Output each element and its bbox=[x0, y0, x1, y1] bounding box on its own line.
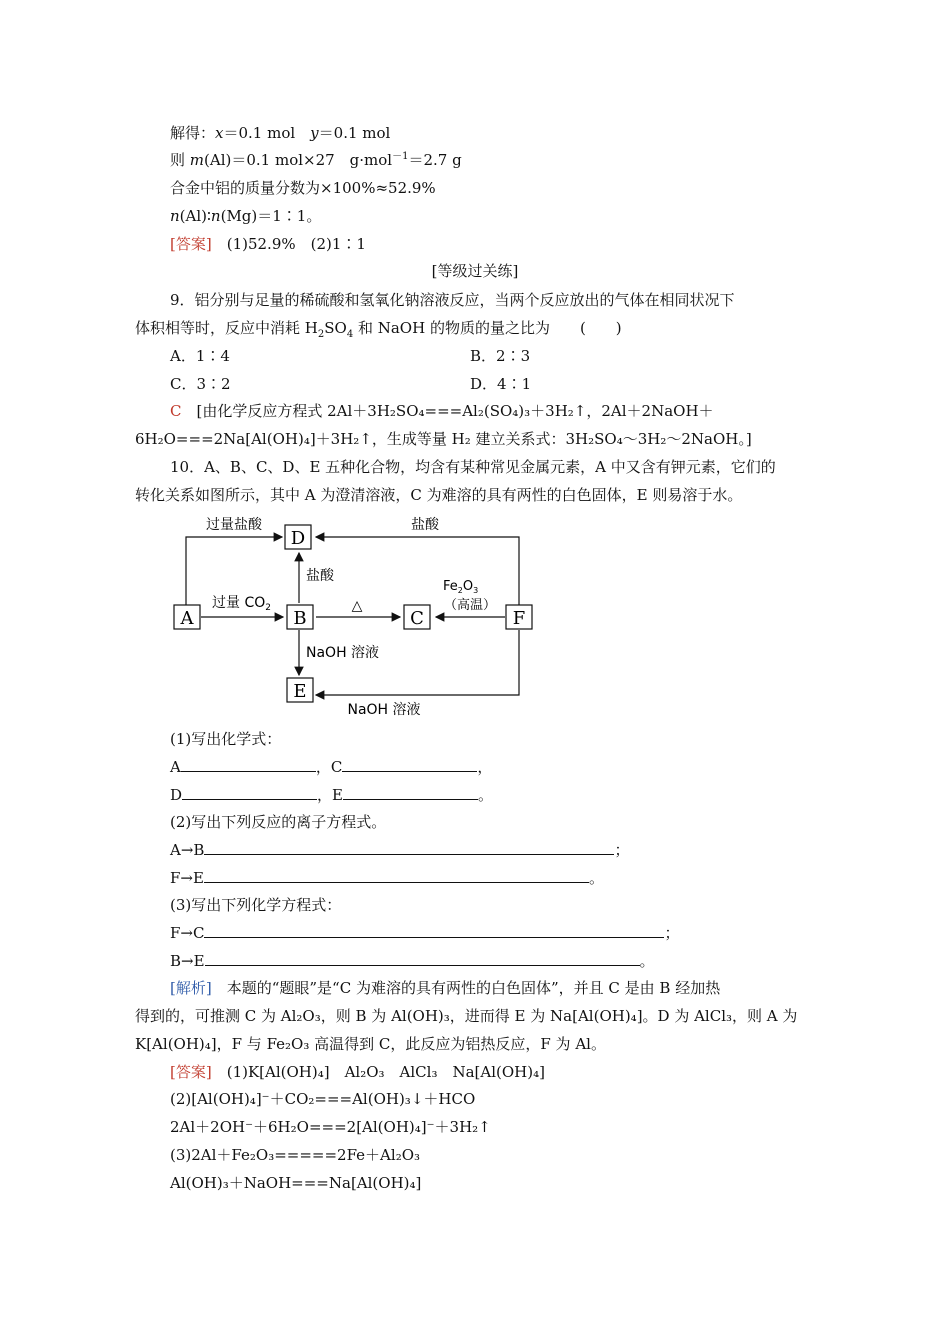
answer-blank-f-to-c[interactable] bbox=[204, 923, 664, 938]
q9-line-2: 体积相等时，反应中消耗 $H_2SO_4$ 和 NaOH 的物质的量之比为 ( ) bbox=[135, 319, 622, 340]
answer-label: [答案] bbox=[170, 235, 212, 253]
edge-b-e-label: NaOH 溶液 bbox=[306, 645, 380, 661]
q10-line-1: 10．A、B、C、D、E 五种化合物，均含有某种常见金属元素，A 中又含有钾元素，它们的 bbox=[170, 458, 776, 476]
q9-option-d: D．4∶1 bbox=[470, 375, 532, 393]
q10-part2-ab: A→B ； bbox=[170, 841, 630, 859]
q10-answer-5: Al(OH)₃＋NaOH===Na[Al(OH)₄] bbox=[170, 1174, 422, 1192]
q10-part3-title: (3)写出下列化学方程式： bbox=[170, 896, 342, 914]
q10-part3-be: B→E 。 bbox=[170, 952, 655, 970]
solution-line-1: 解得：x＝0.1 mol y＝0.1 mol bbox=[170, 124, 391, 142]
q10-answer-1: [答案] (1)K[Al(OH)₄] Al₂O₃ AlCl₃ Na[Al(OH)₄] bbox=[170, 1063, 545, 1081]
edge-b-c-label: △ bbox=[351, 598, 363, 614]
q9-explanation-1: C [由化学反应方程式 2Al＋3H₂SO₄===Al₂(SO₄)₃＋3H₂↑，2Al＋2NaOH＋ bbox=[170, 402, 714, 420]
answer-blank-d[interactable] bbox=[182, 785, 317, 800]
svg-text:B: B bbox=[293, 608, 307, 629]
q10-part1-title: (1)写出化学式： bbox=[170, 730, 282, 748]
q10-part1-row2: D ，E 。 bbox=[170, 786, 493, 804]
edge-a-d-label: 过量盐酸 bbox=[206, 517, 262, 533]
q10-answer-label: [答案] bbox=[170, 1063, 212, 1081]
edge-f-d-label: 盐酸 bbox=[411, 517, 439, 533]
node-c bbox=[404, 605, 430, 629]
edge-f-c-label-bottom: （高温） bbox=[443, 598, 497, 613]
answer-blank-b-to-e[interactable] bbox=[205, 951, 640, 966]
answer-blank-a[interactable] bbox=[181, 757, 316, 772]
q9-option-a: A．1∶4 bbox=[170, 347, 230, 365]
svg-text:E: E bbox=[293, 681, 307, 702]
q10-analysis-1: [解析] 本题的“题眼”是“C 为难溶的具有两性的白色固体”，并且 C 是由 B 经加热 bbox=[170, 979, 721, 997]
node-d bbox=[285, 525, 311, 549]
answer-blank-a-to-b[interactable] bbox=[204, 840, 614, 855]
section-title: [等级过关练] bbox=[431, 262, 519, 280]
q10-analysis-3: K[Al(OH)₄]，F 与 Fe₂O₃ 高温得到 C，此反应为铝热反应，F 为 Al。 bbox=[135, 1035, 606, 1053]
svg-text:F: F bbox=[512, 608, 526, 629]
edge-f-to-d bbox=[316, 537, 519, 606]
q9-answer-letter: C bbox=[170, 402, 182, 420]
q10-line-2: 转化关系如图所示，其中 A 为澄清溶液，C 为难溶的具有两性的白色固体，E 则易溶于水。 bbox=[135, 486, 743, 504]
answer-line: [答案] (1)52.9% (2)1∶1 bbox=[170, 235, 366, 253]
q10-answer-3: 2Al＋2OH⁻＋6H₂O===2[Al(OH)₄]⁻＋3H₂↑ bbox=[170, 1118, 491, 1136]
edge-f-c-label-top: $Fe_2O_3$ bbox=[443, 579, 479, 595]
q10-answer-4: (3)2Al＋Fe₂O₃=====2Fe＋Al₂O₃ bbox=[170, 1146, 421, 1164]
node-f bbox=[506, 605, 532, 629]
q9-option-b: B．2∶3 bbox=[470, 347, 531, 365]
answer-blank-c[interactable] bbox=[342, 757, 477, 772]
node-b bbox=[287, 605, 313, 629]
svg-text:C: C bbox=[410, 608, 424, 629]
q10-part1-row1: A ，C ， bbox=[170, 758, 493, 776]
node-a bbox=[174, 605, 200, 629]
answer-blank-e[interactable] bbox=[343, 785, 478, 800]
edge-f-e-label: NaOH 溶液 bbox=[347, 702, 421, 718]
solution-line-4: n(Al)∶n(Mg)＝1∶1。 bbox=[170, 207, 322, 225]
svg-text:A: A bbox=[180, 608, 194, 629]
q9-option-c: C．3∶2 bbox=[170, 375, 231, 393]
edge-f-to-e bbox=[316, 630, 519, 695]
solution-line-3: 合金中铝的质量分数为×100%≈52.9% bbox=[170, 179, 436, 197]
edge-b-d-label: 盐酸 bbox=[306, 568, 334, 584]
q9-line-1: 9．铝分别与足量的稀硫酸和氢氧化钠溶液反应，当两个反应放出的气体在相同状况下 bbox=[170, 291, 735, 309]
reaction-diagram bbox=[0, 510, 950, 735]
q10-analysis-2: 得到的，可推测 C 为 Al₂O₃，则 B 为 Al(OH)₃，进而得 E 为 Na[Al(OH)₄]。D 为 AlCl₃，则 A 为 bbox=[135, 1007, 798, 1025]
solution-line-2: 则 m(Al)＝0.1 mol×27 g·mol$^{-1}$＝2.7 g bbox=[170, 151, 462, 169]
node-e bbox=[287, 678, 313, 702]
q9-explanation-2: 6H₂O===2Na[Al(OH)₄]＋3H₂↑，生成等量 H₂ 建立关系式：3H₂SO₄～3H₂～2NaOH。] bbox=[135, 430, 752, 448]
q10-answer-2: (2)[Al(OH)₄]⁻＋CO₂===Al(OH)₃↓＋HCO bbox=[170, 1090, 476, 1108]
answer-blank-f-to-e[interactable] bbox=[204, 868, 589, 883]
q10-part2-fe: F→E 。 bbox=[170, 869, 604, 887]
analysis-label: [解析] bbox=[170, 979, 212, 997]
q10-part3-fc: F→C ； bbox=[170, 924, 680, 942]
edge-a-b-label: 过量 $CO_2$ bbox=[212, 595, 271, 613]
q10-part2-title: (2)写出下列反应的离子方程式。 bbox=[170, 813, 387, 831]
svg-text:D: D bbox=[290, 528, 306, 549]
